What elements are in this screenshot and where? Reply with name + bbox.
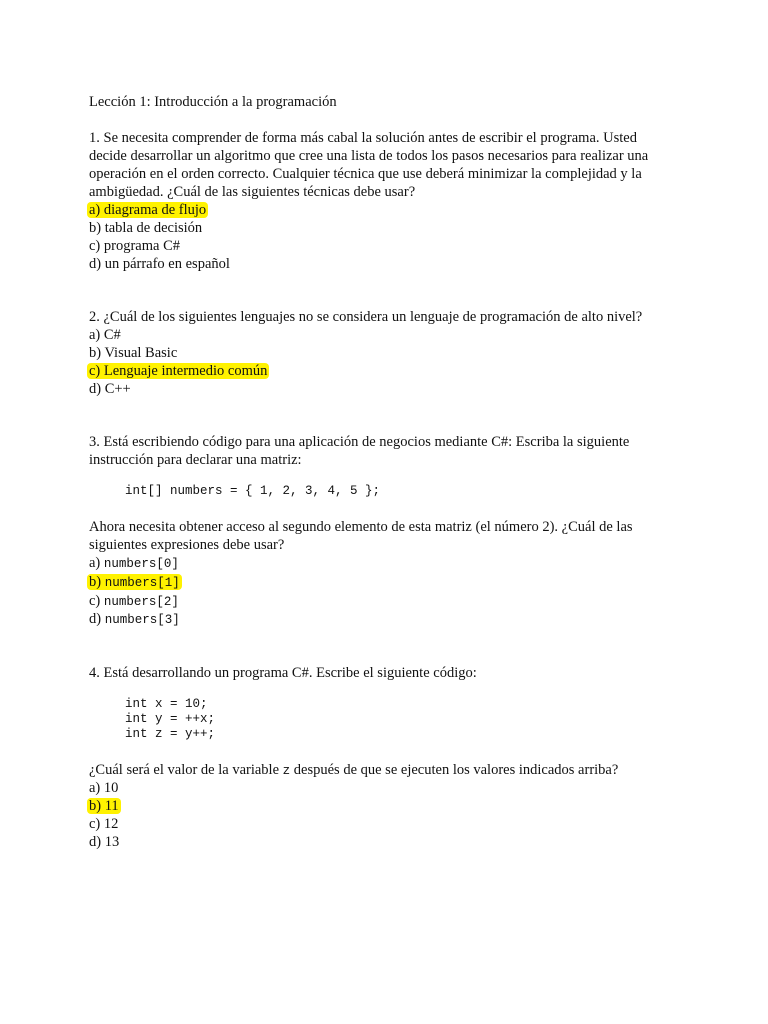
q2-option-b: b) Visual Basic: [89, 345, 178, 361]
q3-option-d: [89, 610, 180, 629]
q2-text-line: 2. ¿Cuál de los siguientes lenguajes no se considera un lenguaje de programación de alto nivel?: [89, 309, 643, 325]
q1-text-line: 1. Se necesita comprender de forma más cabal la solución antes de escribir el programa. Usted: [89, 130, 637, 146]
q3-text-line: instrucción para declarar una matriz:: [89, 452, 302, 468]
q4-option-a: a) 10: [89, 780, 119, 796]
q4-text-line: 4. Está desarrollando un programa C#. Escribe el siguiente código:: [89, 665, 477, 681]
q4-code-line: int y = ++x;: [125, 712, 216, 726]
page-title: Lección 1: Introducción a la programación: [89, 94, 337, 110]
q4-code-line: int x = 10;: [125, 697, 208, 711]
q3-option-c: [89, 592, 179, 611]
option-letter: d): [89, 611, 102, 627]
q2-option-a: a) C#: [89, 327, 121, 343]
option-code: numbers[2]: [103, 595, 179, 609]
highlighted-answer: [87, 574, 182, 590]
highlighted-answer: b) 11: [89, 798, 119, 814]
q1-option-b: b) tabla de decisión: [89, 220, 203, 236]
q1-option-c: c) programa C#: [89, 238, 180, 254]
q1-option-d: d) un párrafo en español: [89, 256, 230, 272]
option-letter: b): [89, 574, 102, 590]
q2-option-d: d) C++: [89, 381, 131, 397]
q4-option-b: [89, 797, 121, 815]
q4-code-line: int z = y++;: [125, 727, 216, 741]
q3-code-line: int[] numbers = { 1, 2, 3, 4, 5 };: [125, 484, 381, 498]
option-code: numbers[3]: [104, 613, 180, 627]
option-code: numbers[0]: [103, 557, 179, 571]
option-letter: c): [89, 593, 101, 609]
q4-question-line: [89, 761, 618, 780]
q1-option-a: [89, 201, 208, 219]
highlighted-answer: c) Lenguaje intermedio común: [89, 363, 268, 379]
highlighted-answer: a) diagrama de flujo: [89, 202, 207, 218]
q3-option-b: [89, 573, 182, 592]
q3-text-line: siguientes expresiones debe usar?: [89, 537, 285, 553]
q4-question-var: z: [282, 764, 291, 778]
q1-text-line: operación en el orden correcto. Cualquier técnica que use deberá minimizar la complejidad y la: [89, 166, 642, 182]
q3-text-line: Ahora necesita obtener acceso al segundo elemento de esta matriz (el número 2). ¿Cuál de las: [89, 519, 633, 535]
q1-text-line: decide desarrollar un algoritmo que cree una lista de todos los pasos necesarios para realizar una: [89, 148, 649, 164]
q4-question-post: después de que se ejecuten los valores indicados arriba?: [290, 762, 619, 778]
q4-question-pre: ¿Cuál será el valor de la variable: [89, 762, 283, 778]
q1-text-line: ambigüedad. ¿Cuál de las siguientes técnicas debe usar?: [89, 184, 416, 200]
option-code: numbers[1]: [104, 576, 180, 590]
q4-option-c: c) 12: [89, 816, 119, 832]
q4-option-d: d) 13: [89, 834, 120, 850]
option-letter: a): [89, 555, 101, 571]
q3-text-line: 3. Está escribiendo código para una aplicación de negocios mediante C#: Escriba la siguiente: [89, 434, 630, 450]
q2-option-c: [89, 362, 269, 380]
q3-option-a: [89, 554, 179, 573]
